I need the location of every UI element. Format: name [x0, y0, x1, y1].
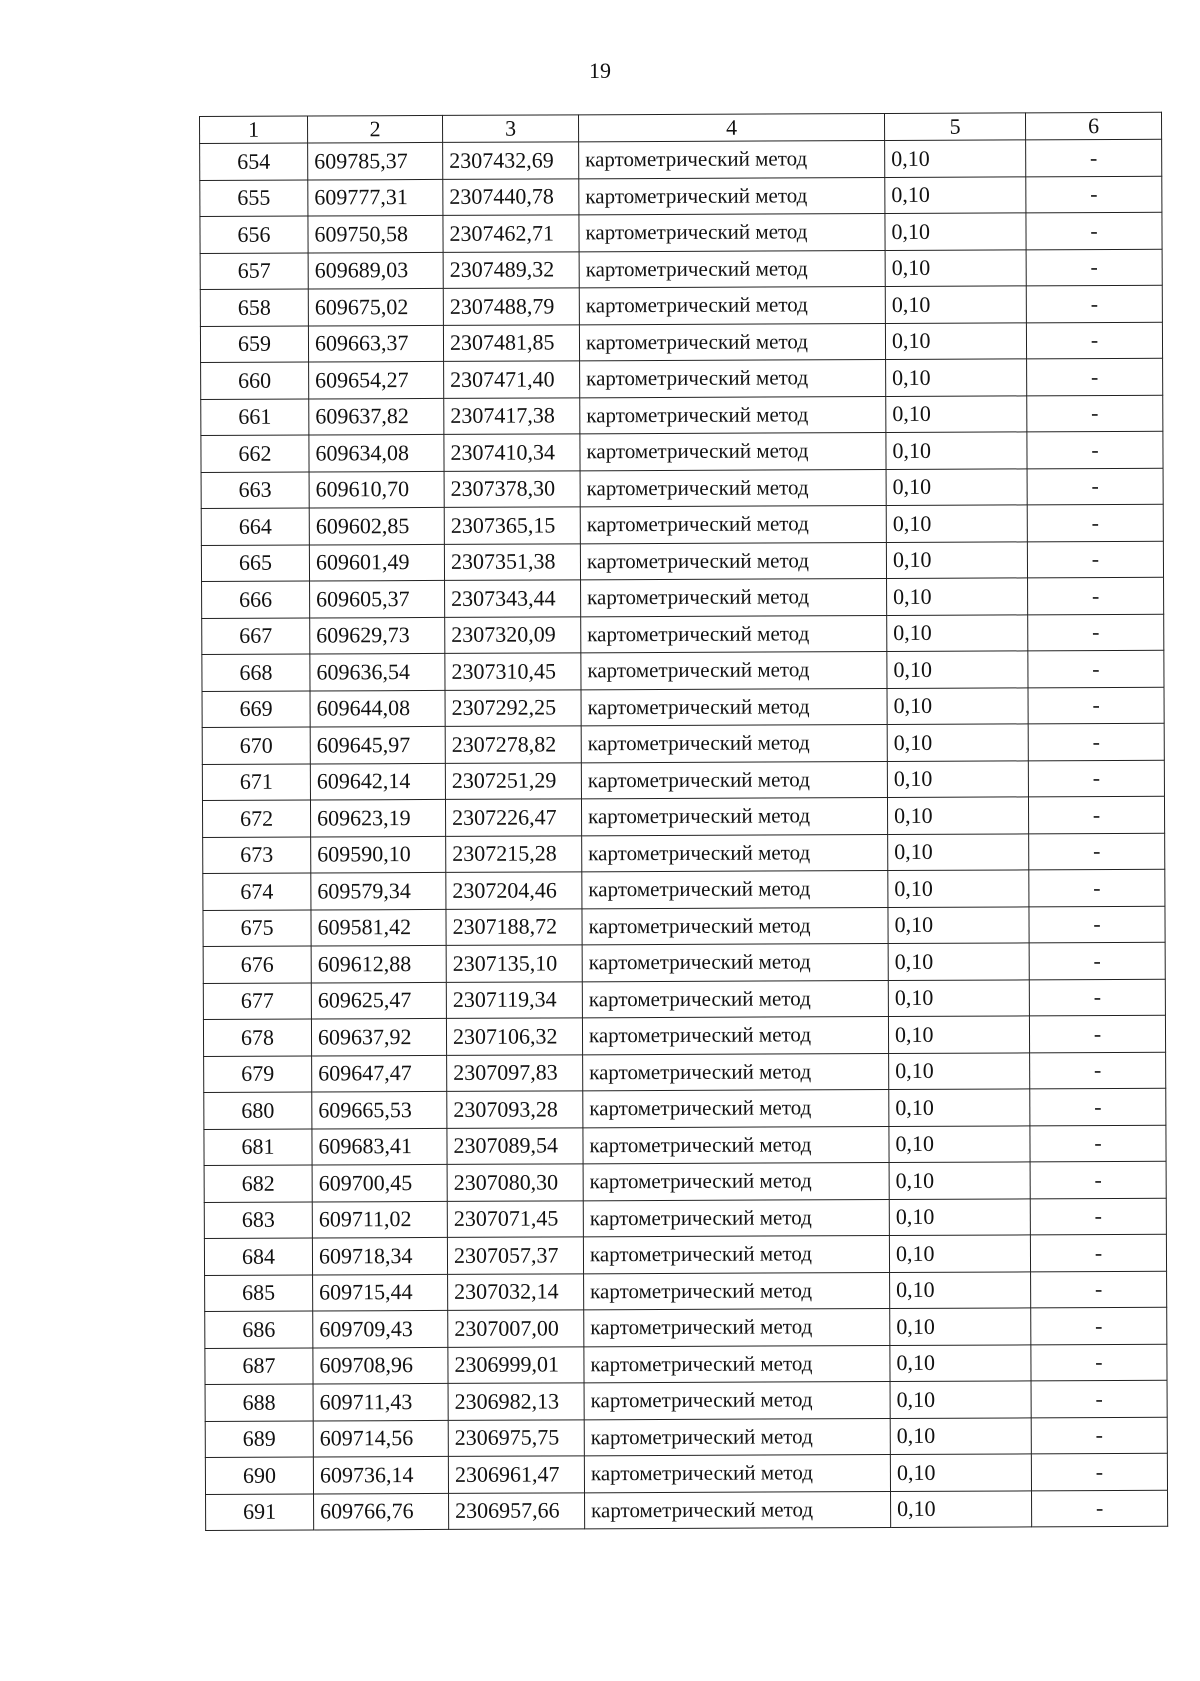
method-cell: картометрический метод	[582, 871, 888, 909]
y-coordinate-cell: 2307188,72	[446, 908, 582, 945]
x-coordinate-cell: 609644,08	[310, 690, 445, 727]
method-cell: картометрический метод	[581, 688, 887, 726]
header-cell-4: 4	[578, 114, 884, 142]
method-cell: картометрический метод	[580, 506, 886, 544]
point-number-cell: 664	[201, 508, 309, 545]
accuracy-cell: 0,10	[889, 1162, 1030, 1199]
note-cell: -	[1026, 249, 1162, 286]
method-cell: картометрический метод	[585, 1491, 891, 1529]
y-coordinate-cell: 2306957,66	[449, 1492, 585, 1529]
note-cell: -	[1030, 1234, 1166, 1271]
note-cell: -	[1031, 1271, 1167, 1308]
note-cell: -	[1026, 322, 1162, 359]
point-number-cell: 659	[200, 326, 308, 363]
x-coordinate-cell: 609689,03	[308, 252, 443, 289]
method-cell: картометрический метод	[579, 287, 885, 325]
y-coordinate-cell: 2307278,82	[445, 726, 581, 763]
table-row	[204, 1161, 1166, 1202]
point-number-cell: 686	[205, 1311, 313, 1348]
table-row	[202, 760, 1164, 801]
table-row	[202, 723, 1164, 764]
table-row	[200, 322, 1162, 363]
table-row	[202, 650, 1164, 691]
point-number-cell: 668	[202, 654, 310, 691]
x-coordinate-cell: 609581,42	[311, 909, 446, 946]
table-row	[203, 1015, 1165, 1056]
accuracy-cell: 0,10	[886, 541, 1027, 578]
table-row	[205, 1271, 1167, 1312]
note-cell: -	[1028, 796, 1164, 833]
x-coordinate-cell: 609610,70	[309, 471, 444, 508]
x-coordinate-cell: 609629,73	[310, 617, 445, 654]
point-number-cell: 670	[202, 727, 310, 764]
accuracy-cell: 0,10	[886, 468, 1027, 505]
table-row	[202, 796, 1164, 837]
table-row	[205, 1344, 1167, 1385]
y-coordinate-cell: 2306982,13	[448, 1383, 584, 1420]
table-row	[205, 1307, 1167, 1348]
y-coordinate-cell: 2307292,25	[445, 689, 581, 726]
table-row	[203, 906, 1165, 947]
note-cell: -	[1027, 358, 1163, 395]
x-coordinate-cell: 609663,37	[308, 325, 443, 362]
table-row	[204, 1125, 1166, 1166]
header-cell-3: 3	[442, 115, 578, 143]
x-coordinate-cell: 609777,31	[308, 179, 443, 216]
x-coordinate-cell: 609683,41	[312, 1128, 447, 1165]
accuracy-cell: 0,10	[886, 359, 1027, 396]
y-coordinate-cell: 2307417,38	[444, 397, 580, 434]
table-row	[202, 687, 1164, 728]
method-cell: картометрический метод	[579, 250, 885, 288]
x-coordinate-cell: 609647,47	[312, 1055, 447, 1092]
y-coordinate-cell: 2307089,54	[447, 1127, 583, 1164]
x-coordinate-cell: 609654,27	[309, 361, 444, 398]
note-cell: -	[1031, 1344, 1167, 1381]
x-coordinate-cell: 609636,54	[310, 653, 445, 690]
method-cell: картометрический метод	[584, 1272, 890, 1310]
note-cell: -	[1030, 1088, 1166, 1125]
coordinates-table	[199, 112, 1168, 1531]
method-cell: картометрический метод	[583, 1089, 889, 1127]
y-coordinate-cell: 2307119,34	[446, 981, 582, 1018]
accuracy-cell: 0,10	[888, 1016, 1029, 1053]
note-cell: -	[1027, 395, 1163, 432]
note-cell: -	[1031, 1417, 1167, 1454]
x-coordinate-cell: 609665,53	[312, 1091, 447, 1128]
y-coordinate-cell: 2307215,28	[446, 835, 582, 872]
x-coordinate-cell: 609590,10	[311, 836, 446, 873]
method-cell: картометрический метод	[583, 1126, 889, 1164]
y-coordinate-cell: 2307226,47	[445, 799, 581, 836]
table-row	[205, 1453, 1167, 1494]
y-coordinate-cell: 2307080,30	[447, 1164, 583, 1201]
point-number-cell: 666	[202, 581, 310, 618]
method-cell: картометрический метод	[580, 542, 886, 580]
note-cell: -	[1032, 1490, 1168, 1527]
y-coordinate-cell: 2307204,46	[446, 872, 582, 909]
accuracy-cell: 0,10	[887, 760, 1028, 797]
x-coordinate-cell: 609625,47	[311, 982, 446, 1019]
method-cell: картометрический метод	[580, 396, 886, 434]
point-number-cell: 675	[203, 910, 311, 947]
y-coordinate-cell: 2307462,71	[443, 215, 579, 252]
accuracy-cell: 0,10	[888, 833, 1029, 870]
table-row	[200, 176, 1162, 217]
table-row	[203, 833, 1165, 874]
accuracy-cell: 0,10	[888, 870, 1029, 907]
note-cell: -	[1027, 504, 1163, 541]
table-row	[201, 541, 1163, 582]
method-cell: картометрический метод	[582, 980, 888, 1018]
accuracy-cell: 0,10	[886, 432, 1027, 469]
y-coordinate-cell: 2307365,15	[444, 507, 580, 544]
y-coordinate-cell: 2307093,28	[447, 1091, 583, 1128]
method-cell: картометрический метод	[582, 944, 888, 982]
note-cell: -	[1030, 1052, 1166, 1089]
table-row	[205, 1380, 1167, 1421]
point-number-cell: 682	[204, 1165, 312, 1202]
x-coordinate-cell: 609715,44	[313, 1274, 448, 1311]
table-row	[206, 1490, 1168, 1531]
point-number-cell: 669	[202, 691, 310, 728]
point-number-cell: 691	[206, 1494, 314, 1531]
x-coordinate-cell: 609634,08	[309, 434, 444, 471]
point-number-cell: 654	[200, 143, 308, 180]
note-cell: -	[1029, 942, 1165, 979]
method-cell: картометрический метод	[579, 214, 885, 252]
note-cell: -	[1027, 431, 1163, 468]
point-number-cell: 685	[205, 1275, 313, 1312]
note-cell: -	[1031, 1380, 1167, 1417]
y-coordinate-cell: 2307481,85	[443, 324, 579, 361]
method-cell: картометрический метод	[581, 652, 887, 690]
note-cell: -	[1027, 468, 1163, 505]
accuracy-cell: 0,10	[890, 1454, 1031, 1491]
table-row	[200, 249, 1162, 290]
method-cell: картометрический метод	[582, 1017, 888, 1055]
x-coordinate-cell: 609675,02	[308, 288, 443, 325]
x-coordinate-cell: 609602,85	[309, 507, 444, 544]
table-row	[204, 1052, 1166, 1093]
table-row	[201, 504, 1163, 545]
point-number-cell: 663	[201, 472, 309, 509]
accuracy-cell: 0,10	[887, 614, 1028, 651]
header-cell-2: 2	[308, 115, 443, 143]
table-row	[201, 358, 1163, 399]
method-cell: картометрический метод	[581, 761, 887, 799]
y-coordinate-cell: 2307032,14	[448, 1273, 584, 1310]
table-row	[202, 577, 1164, 618]
y-coordinate-cell: 2307488,79	[443, 288, 579, 325]
note-cell: -	[1028, 650, 1164, 687]
y-coordinate-cell: 2307440,78	[443, 178, 579, 215]
method-cell: картометрический метод	[580, 469, 886, 507]
note-cell: -	[1031, 1453, 1167, 1490]
note-cell: -	[1029, 869, 1165, 906]
y-coordinate-cell: 2307351,38	[444, 543, 580, 580]
x-coordinate-cell: 609623,19	[310, 799, 445, 836]
y-coordinate-cell: 2307071,45	[447, 1200, 583, 1237]
x-coordinate-cell: 609718,34	[312, 1237, 447, 1274]
y-coordinate-cell: 2307471,40	[444, 361, 580, 398]
method-cell: картометрический метод	[584, 1418, 890, 1456]
accuracy-cell: 0,10	[885, 140, 1026, 177]
table-header	[200, 112, 1162, 143]
point-number-cell: 673	[203, 837, 311, 874]
y-coordinate-cell: 2307007,00	[448, 1310, 584, 1347]
accuracy-cell: 0,10	[885, 322, 1026, 359]
accuracy-cell: 0,10	[889, 1235, 1030, 1272]
x-coordinate-cell: 609766,76	[314, 1493, 449, 1530]
method-cell: картометрический метод	[584, 1381, 890, 1419]
accuracy-cell: 0,10	[889, 1052, 1030, 1089]
accuracy-cell: 0,10	[889, 1198, 1030, 1235]
accuracy-cell: 0,10	[890, 1271, 1031, 1308]
method-cell: картометрический метод	[584, 1345, 890, 1383]
point-number-cell: 690	[205, 1457, 313, 1494]
y-coordinate-cell: 2306975,75	[448, 1419, 584, 1456]
x-coordinate-cell: 609637,82	[309, 398, 444, 435]
point-number-cell: 658	[200, 289, 308, 326]
x-coordinate-cell: 609709,43	[313, 1310, 448, 1347]
x-coordinate-cell: 609612,88	[311, 945, 446, 982]
point-number-cell: 678	[203, 1019, 311, 1056]
note-cell: -	[1026, 139, 1162, 176]
point-number-cell: 655	[200, 180, 308, 217]
table-row	[204, 1198, 1166, 1239]
page-number: 19	[589, 58, 611, 83]
y-coordinate-cell: 2306999,01	[448, 1346, 584, 1383]
x-coordinate-cell: 609637,92	[311, 1018, 446, 1055]
accuracy-cell: 0,10	[890, 1417, 1031, 1454]
x-coordinate-cell: 609645,97	[310, 726, 445, 763]
accuracy-cell: 0,10	[888, 979, 1029, 1016]
point-number-cell: 687	[205, 1348, 313, 1385]
method-cell: картометрический метод	[582, 907, 888, 945]
point-number-cell: 657	[200, 253, 308, 290]
x-coordinate-cell: 609711,43	[313, 1383, 448, 1420]
point-number-cell: 681	[204, 1129, 312, 1166]
method-cell: картометрический метод	[583, 1235, 889, 1273]
accuracy-cell: 0,10	[891, 1490, 1032, 1527]
accuracy-cell: 0,10	[888, 943, 1029, 980]
method-cell: картометрический метод	[583, 1162, 889, 1200]
note-cell: -	[1029, 906, 1165, 943]
x-coordinate-cell: 609736,14	[313, 1456, 448, 1493]
method-cell: картометрический метод	[582, 834, 888, 872]
method-cell: картометрический метод	[579, 323, 885, 361]
x-coordinate-cell: 609750,58	[308, 215, 443, 252]
method-cell: картометрический метод	[580, 360, 886, 398]
accuracy-cell: 0,10	[887, 578, 1028, 615]
accuracy-cell: 0,10	[887, 687, 1028, 724]
method-cell: картометрический метод	[583, 1199, 889, 1237]
note-cell: -	[1030, 1161, 1166, 1198]
note-cell: -	[1026, 285, 1162, 322]
y-coordinate-cell: 2307410,34	[444, 434, 580, 471]
accuracy-cell: 0,10	[888, 906, 1029, 943]
y-coordinate-cell: 2307310,45	[445, 653, 581, 690]
method-cell: картометрический метод	[584, 1308, 890, 1346]
accuracy-cell: 0,10	[886, 395, 1027, 432]
y-coordinate-cell: 2307432,69	[443, 142, 579, 179]
x-coordinate-cell: 609785,37	[308, 142, 443, 179]
note-cell: -	[1026, 176, 1162, 213]
table-row	[203, 942, 1165, 983]
note-cell: -	[1028, 760, 1164, 797]
note-cell: -	[1027, 541, 1163, 578]
accuracy-cell: 0,10	[889, 1125, 1030, 1162]
y-coordinate-cell: 2307097,83	[447, 1054, 583, 1091]
table-row	[200, 212, 1162, 253]
point-number-cell: 676	[203, 946, 311, 983]
accuracy-cell: 0,10	[887, 724, 1028, 761]
accuracy-cell: 0,10	[885, 213, 1026, 250]
y-coordinate-cell: 2307135,10	[446, 945, 582, 982]
x-coordinate-cell: 609601,49	[309, 544, 444, 581]
point-number-cell: 667	[202, 618, 310, 655]
method-cell: картометрический метод	[583, 1053, 889, 1091]
accuracy-cell: 0,10	[885, 249, 1026, 286]
point-number-cell: 661	[201, 399, 309, 436]
y-coordinate-cell: 2307343,44	[445, 580, 581, 617]
method-cell: картометрический метод	[581, 798, 887, 836]
table-row	[200, 285, 1162, 326]
method-cell: картометрический метод	[581, 615, 887, 653]
table-row	[203, 979, 1165, 1020]
accuracy-cell: 0,10	[886, 505, 1027, 542]
point-number-cell: 674	[203, 873, 311, 910]
accuracy-cell: 0,10	[885, 176, 1026, 213]
table-body	[200, 139, 1168, 1530]
y-coordinate-cell: 2307489,32	[443, 251, 579, 288]
accuracy-cell: 0,10	[890, 1308, 1031, 1345]
point-number-cell: 679	[204, 1056, 312, 1093]
note-cell: -	[1029, 979, 1165, 1016]
accuracy-cell: 0,10	[885, 286, 1026, 323]
accuracy-cell: 0,10	[890, 1344, 1031, 1381]
y-coordinate-cell: 2307251,29	[445, 762, 581, 799]
point-number-cell: 672	[202, 800, 310, 837]
method-cell: картометрический метод	[580, 433, 886, 471]
note-cell: -	[1030, 1198, 1166, 1235]
point-number-cell: 683	[204, 1202, 312, 1239]
note-cell: -	[1029, 833, 1165, 870]
point-number-cell: 677	[203, 983, 311, 1020]
y-coordinate-cell: 2306961,47	[448, 1456, 584, 1493]
table-row	[203, 869, 1165, 910]
header-cell-1: 1	[200, 116, 308, 143]
header-cell-5: 5	[884, 113, 1025, 141]
point-number-cell: 684	[204, 1238, 312, 1275]
note-cell: -	[1029, 1015, 1165, 1052]
y-coordinate-cell: 2307378,30	[444, 470, 580, 507]
note-cell: -	[1031, 1307, 1167, 1344]
method-cell: картометрический метод	[579, 177, 885, 215]
point-number-cell: 662	[201, 435, 309, 472]
table-row	[200, 139, 1162, 180]
table-row	[201, 395, 1163, 436]
x-coordinate-cell: 609700,45	[312, 1164, 447, 1201]
x-coordinate-cell: 609605,37	[310, 580, 445, 617]
x-coordinate-cell: 609708,96	[313, 1347, 448, 1384]
table-row	[204, 1234, 1166, 1275]
y-coordinate-cell: 2307320,09	[445, 616, 581, 653]
accuracy-cell: 0,10	[889, 1089, 1030, 1126]
point-number-cell: 688	[205, 1384, 313, 1421]
point-number-cell: 665	[201, 545, 309, 582]
header-cell-6: 6	[1025, 112, 1161, 140]
note-cell: -	[1028, 687, 1164, 724]
table-row	[205, 1417, 1167, 1458]
method-cell: картометрический метод	[581, 579, 887, 617]
accuracy-cell: 0,10	[887, 797, 1028, 834]
accuracy-cell: 0,10	[890, 1381, 1031, 1418]
accuracy-cell: 0,10	[887, 651, 1028, 688]
note-cell: -	[1026, 212, 1162, 249]
table-row	[202, 614, 1164, 655]
note-cell: -	[1028, 614, 1164, 651]
method-cell: картометрический метод	[579, 141, 885, 179]
point-number-cell: 689	[205, 1421, 313, 1458]
y-coordinate-cell: 2307106,32	[446, 1018, 582, 1055]
note-cell: -	[1028, 577, 1164, 614]
x-coordinate-cell: 609579,34	[311, 872, 446, 909]
x-coordinate-cell: 609714,56	[313, 1420, 448, 1457]
x-coordinate-cell: 609711,02	[312, 1201, 447, 1238]
method-cell: картометрический метод	[581, 725, 887, 763]
point-number-cell: 656	[200, 216, 308, 253]
method-cell: картометрический метод	[584, 1454, 890, 1492]
point-number-cell: 680	[204, 1092, 312, 1129]
table-row	[201, 468, 1163, 509]
point-number-cell: 671	[202, 764, 310, 801]
table-row	[201, 431, 1163, 472]
note-cell: -	[1028, 723, 1164, 760]
point-number-cell: 660	[201, 362, 309, 399]
header-row	[200, 112, 1162, 143]
y-coordinate-cell: 2307057,37	[447, 1237, 583, 1274]
x-coordinate-cell: 609642,14	[310, 763, 445, 800]
note-cell: -	[1030, 1125, 1166, 1162]
table-row	[204, 1088, 1166, 1129]
